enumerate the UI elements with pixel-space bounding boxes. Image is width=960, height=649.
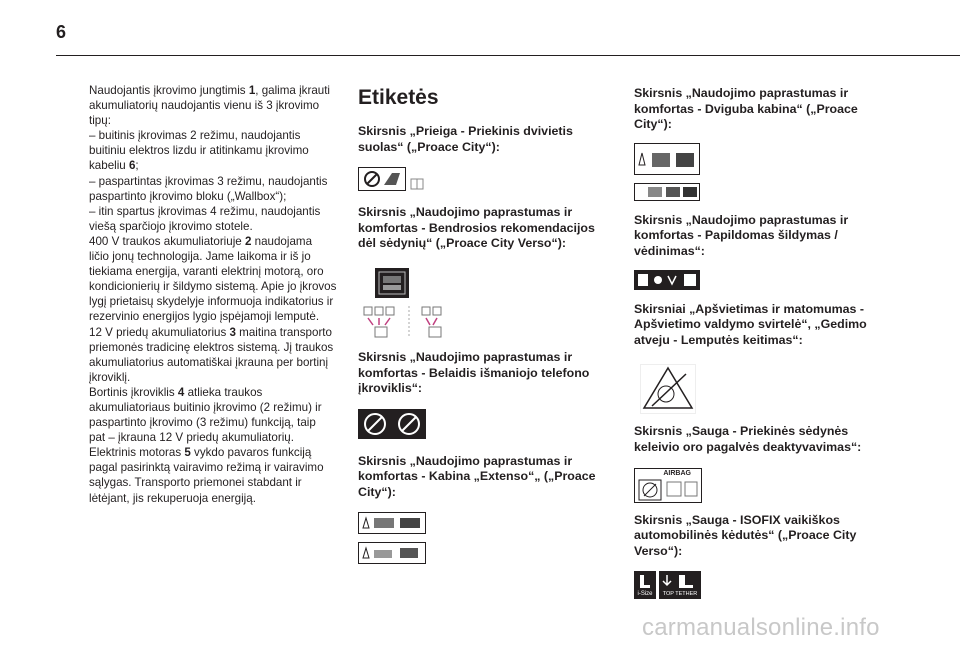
text-line [89,158,349,173]
text-segment: – paspartintas įkrovimas 3 režimu, naudojantis [89,174,328,188]
text-segment: rezervinio energijos lygio įspėjamoji lemputė. [89,310,320,324]
section-heading: Etiketės [358,86,439,109]
text-line [89,445,349,460]
text-segment: , galima įkrauti [255,84,331,97]
text-line [89,415,349,430]
airbag-label-text: AIRBAG [663,469,691,477]
extenso-cab-label-2-icon [358,542,426,564]
text-segment: – itin spartus įkrovimas 4 režimu, naudojantis [89,204,321,218]
front-bench-icons [358,167,608,191]
intro-text [89,83,349,506]
text-line [89,460,349,475]
text-segment: kondicionierių ir šildymo sistemą. Apie jo įkrovos [89,280,337,294]
text-line [89,204,349,219]
text-segment: ličio jonų technologija. Jame laikoma ir iš jo [89,250,311,264]
airbag-label [634,468,702,503]
callout-number: 6 [128,159,136,173]
anchor-seat-icon [659,571,701,591]
text-segment: buitiniu elektros lizdu ir atitinkamu įkrovimo [89,144,309,158]
extenso-cab-label-1-icon [358,512,426,534]
text-segment: 12 V priedų akumuliatorius [89,325,230,339]
text-segment: lėtėjant, jis rekuperuoja energiją. [89,491,256,505]
text-segment: Bortinis įkroviklis [89,385,178,399]
text-segment: kabeliu [89,159,129,173]
text-line [89,325,349,340]
seat-row-left-icon [363,306,397,338]
text-segment: atlieka traukos [184,385,263,399]
text-segment: akumuliatorių naudojantis vienu iš 3 įkrovimo [89,99,320,113]
divider-icon [407,306,411,338]
callout-number: 4 [177,385,185,399]
subsection-double-cab: Skirsnis „Naudojimo paprastumas ir komfortas - Dviguba kabina“ („Proace City“): [634,86,858,132]
text-line [89,430,349,445]
text-segment: Naudojantis įkrovimo jungtimis [89,84,249,97]
isofix-icons [634,571,884,599]
text-segment: akumuliatoriaus buitinio įkrovimo (2 režimu) ir [89,400,322,414]
book-icon [410,177,424,191]
text-line [89,475,349,490]
callout-number: 1 [248,84,256,97]
text-line [89,400,349,415]
text-line [89,264,349,279]
text-line [89,385,349,400]
text-segment: viešą sparčiojo įkrovimo stotele. [89,219,253,233]
subsection-isofix: Skirsnis „Sauga - ISOFIX vaikiškos automobilinės kėdutės“ („Proace City Verso“): [634,512,857,558]
text-line [89,491,349,506]
text-segment: pagal pasirinktą vairavimo režimą ir vairavimo [89,461,324,475]
callout-number: 5 [184,446,191,460]
text-line [89,189,349,204]
bench-seat-warning-icon [358,167,406,191]
text-segment: 400 V traukos akumuliatoriuje [89,234,245,248]
text-line [89,83,349,98]
text-segment: tipų: [89,114,111,128]
child-seat-airbag-icon [635,478,701,502]
text-line [89,279,349,294]
seat-recommendation-label-icon [375,268,409,298]
double-cab-strip-icon [634,183,700,201]
text-line [89,294,349,309]
text-line [89,128,349,143]
text-segment: paspartinto įkrovimo bloku („Wallbox“); [89,189,287,203]
text-segment: lygį prietaisų skydelyje informuoja indikatorius ir [89,295,334,309]
text-segment: Elektrinis motoras [89,446,185,460]
text-line [89,249,349,264]
text-line [89,309,349,324]
bulb-warning-icon [640,364,696,414]
subsection-additional-heating: Skirsnis „Naudojimo paprastumas ir komfortas - Papildomas šildymas / vėdinimas“: [634,212,849,258]
callout-number: 2 [244,234,252,248]
i-size-icon: i-Size [634,571,656,599]
text-segment: – buitinis įkrovimas 2 režimu, naudojantis [89,129,301,143]
subsection-wireless-charger: Skirsnis „Naudojimo paprastumas ir komfortas - Belaidis išmaniojo telefono įkroviklis“: [358,349,590,396]
wireless-charger-label-icon [358,409,426,439]
text-segment: priemonės tradicinę elektros sistemą. Jį traukos [89,340,334,354]
text-segment: pat – įkrauna 12 V priedų akumuliatorių. [89,431,294,445]
double-cab-label-icon [634,143,700,175]
child-seat-icon [634,571,656,591]
watermark-footer: carmanualsonline.info [642,614,880,641]
heating-label-icon [634,270,700,290]
text-line [89,98,349,113]
header-rule [56,55,960,56]
top-tether-icon: TOP TETHER [659,571,701,599]
subsection-airbag: Skirsnis „Sauga - Priekinės sėdynės keleivio oro pagalvės deaktyvavimas“: [634,424,862,454]
subsection-extenso-cab: Skirsnis „Naudojimo paprastumas ir komfortas - Kabina „Extenso“„ („Proace City“): [358,453,596,499]
text-segment: akumuliatorius automatiškai įkrauna per bortinį [89,355,329,369]
text-line [89,143,349,158]
text-segment: naudojama [251,234,313,248]
text-line [89,174,349,189]
page-number: 6 [56,22,67,42]
text-segment: ; [135,159,139,173]
callout-number: 3 [229,325,236,339]
subsection-lighting: Skirsniai „Apšvietimas ir matomumas - Apšvietimo valdymo svirtelė“, „Gedimo atveju - Lemputės keitimas“: [634,301,867,347]
subsection-seat-recommendations: Skirsnis „Naudojimo paprastumas ir komfortas - Bendrosios rekomendacijos dėl sėdynių“ („Proace City Verso“): [358,205,595,251]
text-segment: paspartinto įkrovimo (3 režimu) funkciją, taip [89,416,316,430]
labels-column-2 [358,86,608,564]
text-line [89,234,349,249]
text-line [89,355,349,370]
text-segment: įkroviklį. [89,370,131,384]
seat-rows-icons [363,306,608,338]
text-segment: sąlygas. Transporto priemonei stabdant ir [89,476,302,490]
subsection-front-bench: Skirsnis „Prieiga - Priekinis dvivietis suolas“ („Proace City“): [358,124,573,154]
text-line [89,113,349,128]
text-segment: tiekiama energija, varanti elektrinį motorą, oro [89,265,324,279]
seat-row-right-icon [421,306,447,338]
text-segment: vykdo pavaros funkciją [190,446,312,460]
text-line [89,340,349,355]
text-line [89,370,349,385]
labels-column-3 [634,86,884,599]
text-segment: maitina transporto [235,325,332,339]
text-line [89,219,349,234]
